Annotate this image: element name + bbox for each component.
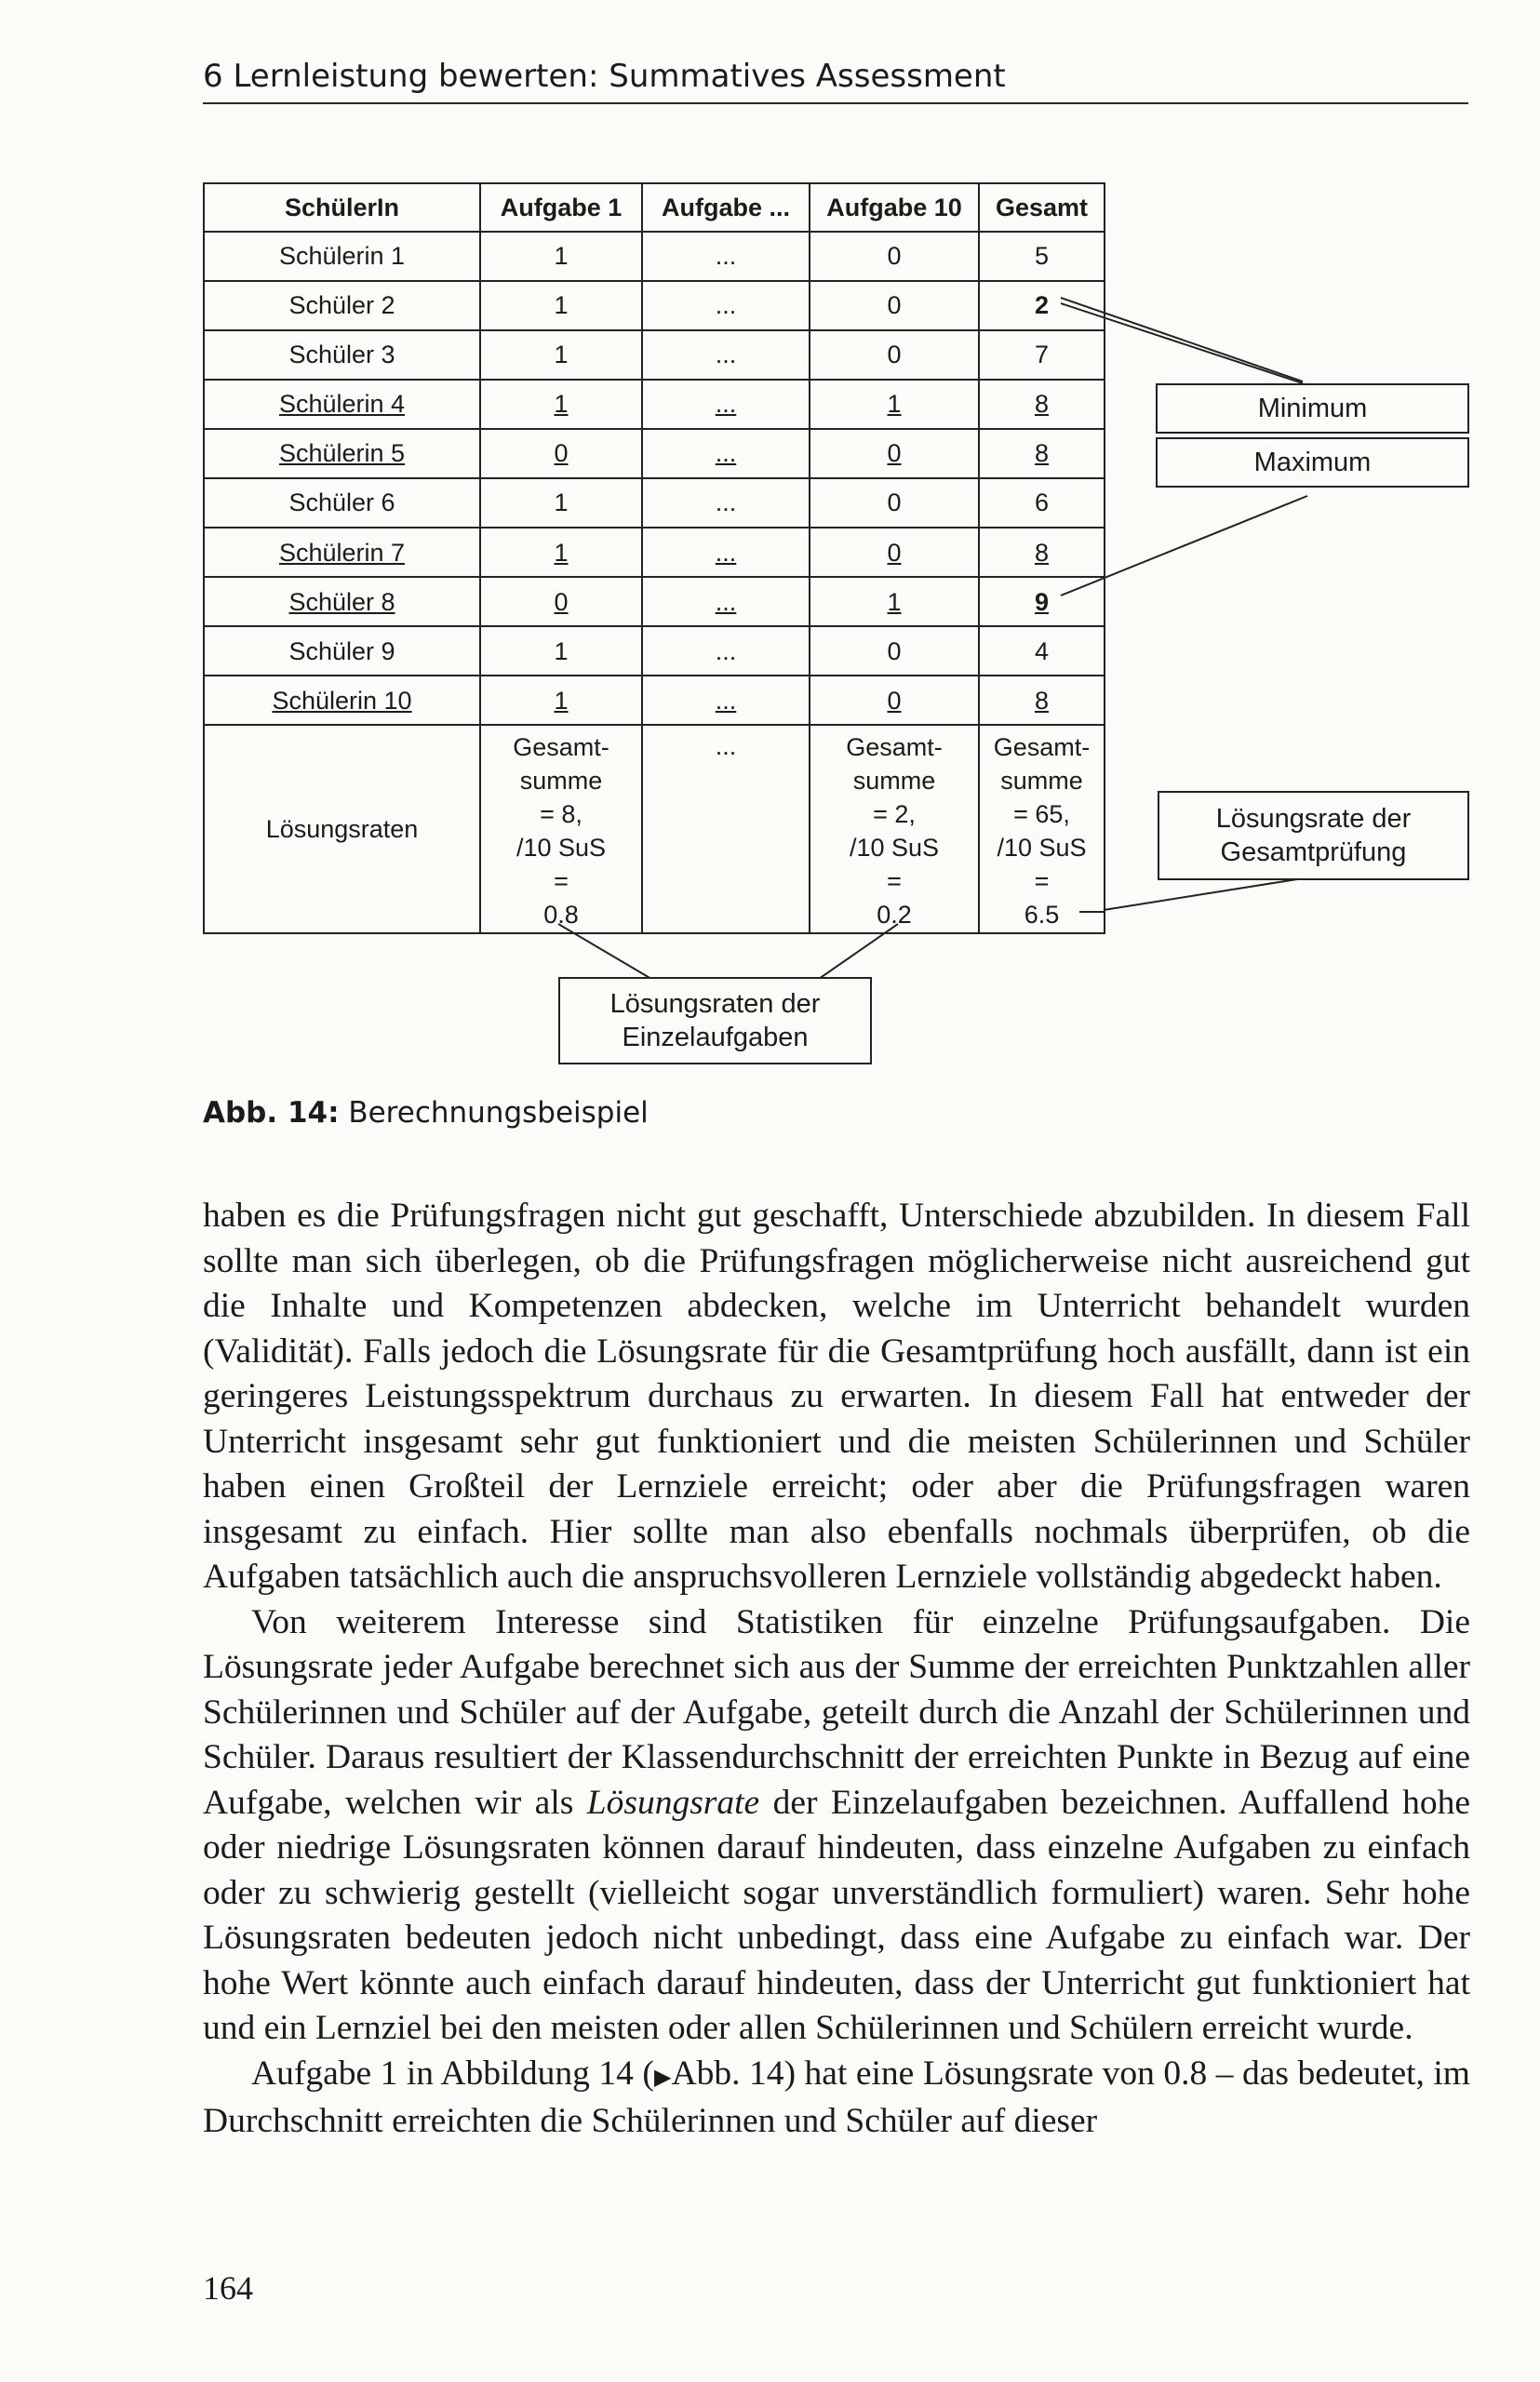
total-cell: 4: [979, 626, 1105, 676]
paragraph-3: [203, 2052, 1470, 2145]
line-task1-rate: [558, 924, 651, 979]
body-text: [203, 1194, 1470, 2145]
callout-minimum: Minimum: [1156, 383, 1469, 434]
summary-task-10-cell: Gesamt- summe = 2, /10 SuS = 0.2: [810, 725, 979, 933]
student-name-cell: Schülerin 7: [204, 528, 480, 577]
paragraph-1: haben es die Prüfungsfragen nicht gut geschafft, Unterschiede abzubilden. In diesem Fall sollte man sich überlegen, ob die Prüfungsfragen möglicherweise nicht ausreichend gut die Inhalte und Kompetenzen abdecken, welche im Unterricht behandelt wurden (Validität). Falls jedoch die Lösungsrate für die Gesamtprüfung hoch ausfällt, dann ist ein geringeres Leistungsspektrum durchaus zu erwarten. In diesem Fall hat entweder der Unterricht insgesamt sehr gut funktioniert und die meisten Schülerinnen und Schüler haben einen Großteil der Lernziele erreicht; oder aber die Prüfungsfragen waren insgesamt zu einfach. Hier sollte man also ebenfalls nochmals überprüfen, ob die Aufgaben tatsächlich auch die anspruchsvolleren Lernziele vollständig abgedeckt haben.: [203, 1197, 1470, 1596]
total-cell: 5: [979, 232, 1105, 281]
header-task-10: Aufgabe 10: [810, 183, 979, 232]
task-1-cell: 1: [480, 330, 642, 380]
paragraph-2: [203, 1600, 1470, 2052]
paragraph-3-part: ) hat eine Lösungsrate von 0.8 – das bedeutet, im Durchschnitt erreichten die Schülerinnen und Schüler auf dieser: [203, 2054, 1470, 2140]
summary-task-1-cell: Gesamt- summe = 8, /10 SuS = 0.8: [480, 725, 642, 933]
summary-ellipsis-cell: ...: [642, 725, 810, 933]
total-cell: 8: [979, 429, 1105, 478]
line-minimum: [1061, 303, 1303, 383]
total-cell: 9: [979, 577, 1105, 626]
task-10-cell: 0: [810, 330, 979, 380]
task-1-cell: 1: [480, 380, 642, 429]
task-10-cell: 0: [810, 281, 979, 330]
task-10-cell: 0: [810, 676, 979, 725]
arrow-icon: ▶: [653, 2063, 672, 2090]
student-name-cell: Schülerin 5: [204, 429, 480, 478]
figure-calculation-example: [0, 0, 1540, 1154]
header-task-ellipsis: Aufgabe ...: [642, 183, 810, 232]
task-ellipsis-cell: ...: [642, 330, 810, 380]
task-10-cell: 0: [810, 528, 979, 577]
task-10-cell: 1: [810, 380, 979, 429]
task-10-cell: 1: [810, 577, 979, 626]
student-name-cell: Schüler 9: [204, 626, 480, 676]
task-10-cell: 0: [810, 478, 979, 528]
task-1-cell: 1: [480, 676, 642, 725]
figure-caption: [203, 1096, 649, 1130]
line-overall-rate: [1104, 878, 1303, 910]
callout-item-rates: Lösungsraten der Einzelaufgaben: [558, 977, 872, 1064]
task-ellipsis-cell: ...: [642, 478, 810, 528]
line-minimum-top: [1061, 298, 1303, 381]
paragraph-2-part: der Einzelaufgaben bezeichnen. Auffallend hohe oder niedrige Lösungsraten können darauf hindeuten, dass einzelne Aufgaben zu einfach oder zu schwierig gestellt (vielleicht sogar unverständlich formuliert) waren. Sehr hohe Lösungsraten bedeuten jedoch nicht unbedingt, dass eine Aufgabe zu einfach war. Der hohe Wert könnte auch einfach darauf hindeuten, dass der Unterricht gut funktioniert hat und ein Lernziel bei den meisten oder allen Schülerinnen und Schülern erreicht wurde.: [203, 1783, 1470, 2047]
summary-label-cell: Lösungsraten: [204, 725, 480, 933]
task-1-cell: 1: [480, 626, 642, 676]
task-10-cell: 0: [810, 232, 979, 281]
running-head: 6 Lernleistung bewerten: Summatives Assessment: [203, 58, 1468, 104]
paragraph-2-part: Von weiterem Interesse sind Statistiken für einzelne Prüfungsaufgaben. Die Lösungsrate jeder Aufgabe berechnet sich aus der Summe der erreichten Punktzahlen aller Schülerinnen und Schüler auf der Aufgabe, geteilt durch die Anzahl der Schülerinnen und Schüler. Daraus resultiert der Klassendurchschnitt der erreichten Punkte in Bezug auf eine Aufgabe, welchen wir als: [203, 1602, 1470, 1822]
callout-overall-rate: Lösungsrate der Gesamtprüfung: [1158, 791, 1469, 880]
total-cell: 8: [979, 380, 1105, 429]
task-1-cell: 1: [480, 478, 642, 528]
task-ellipsis-cell: ...: [642, 676, 810, 725]
figure-reference: Abb. 14: [671, 2054, 784, 2093]
line-maximum: [1061, 496, 1307, 596]
task-1-cell: 1: [480, 281, 642, 330]
student-name-cell: Schülerin 10: [204, 676, 480, 725]
total-cell: 7: [979, 330, 1105, 380]
header-student: SchülerIn: [204, 183, 480, 232]
task-10-cell: 0: [810, 626, 979, 676]
task-ellipsis-cell: ...: [642, 380, 810, 429]
paragraph-3-part: Aufgabe 1 in Abbildung 14 (: [251, 2054, 654, 2093]
callout-maximum: Maximum: [1156, 437, 1469, 488]
task-10-cell: 0: [810, 429, 979, 478]
caption-text: Berechnungsbeispiel: [339, 1096, 649, 1130]
student-name-cell: Schüler 2: [204, 281, 480, 330]
total-cell: 8: [979, 676, 1105, 725]
student-name-cell: Schüler 8: [204, 577, 480, 626]
student-name-cell: Schülerin 4: [204, 380, 480, 429]
task-1-cell: 1: [480, 528, 642, 577]
task-1-cell: 0: [480, 577, 642, 626]
task-ellipsis-cell: ...: [642, 577, 810, 626]
page-number: 164: [203, 2269, 253, 2307]
task-ellipsis-cell: ...: [642, 626, 810, 676]
line-task10-rate: [819, 924, 898, 979]
total-cell: 6: [979, 478, 1105, 528]
header-total: Gesamt: [979, 183, 1105, 232]
student-name-cell: Schüler 6: [204, 478, 480, 528]
summary-total-cell: Gesamt- summe = 65, /10 SuS = 6.5: [979, 725, 1105, 933]
task-ellipsis-cell: ...: [642, 281, 810, 330]
task-1-cell: 0: [480, 429, 642, 478]
total-cell: 2: [979, 281, 1105, 330]
total-cell: 8: [979, 528, 1105, 577]
header-task-1: Aufgabe 1: [480, 183, 642, 232]
caption-label: Abb. 14:: [203, 1096, 340, 1130]
task-ellipsis-cell: ...: [642, 528, 810, 577]
student-name-cell: Schülerin 1: [204, 232, 480, 281]
term-loesungsrate: Lösungsrate: [586, 1783, 760, 1822]
student-name-cell: Schüler 3: [204, 330, 480, 380]
task-1-cell: 1: [480, 232, 642, 281]
task-ellipsis-cell: ...: [642, 232, 810, 281]
task-ellipsis-cell: ...: [642, 429, 810, 478]
